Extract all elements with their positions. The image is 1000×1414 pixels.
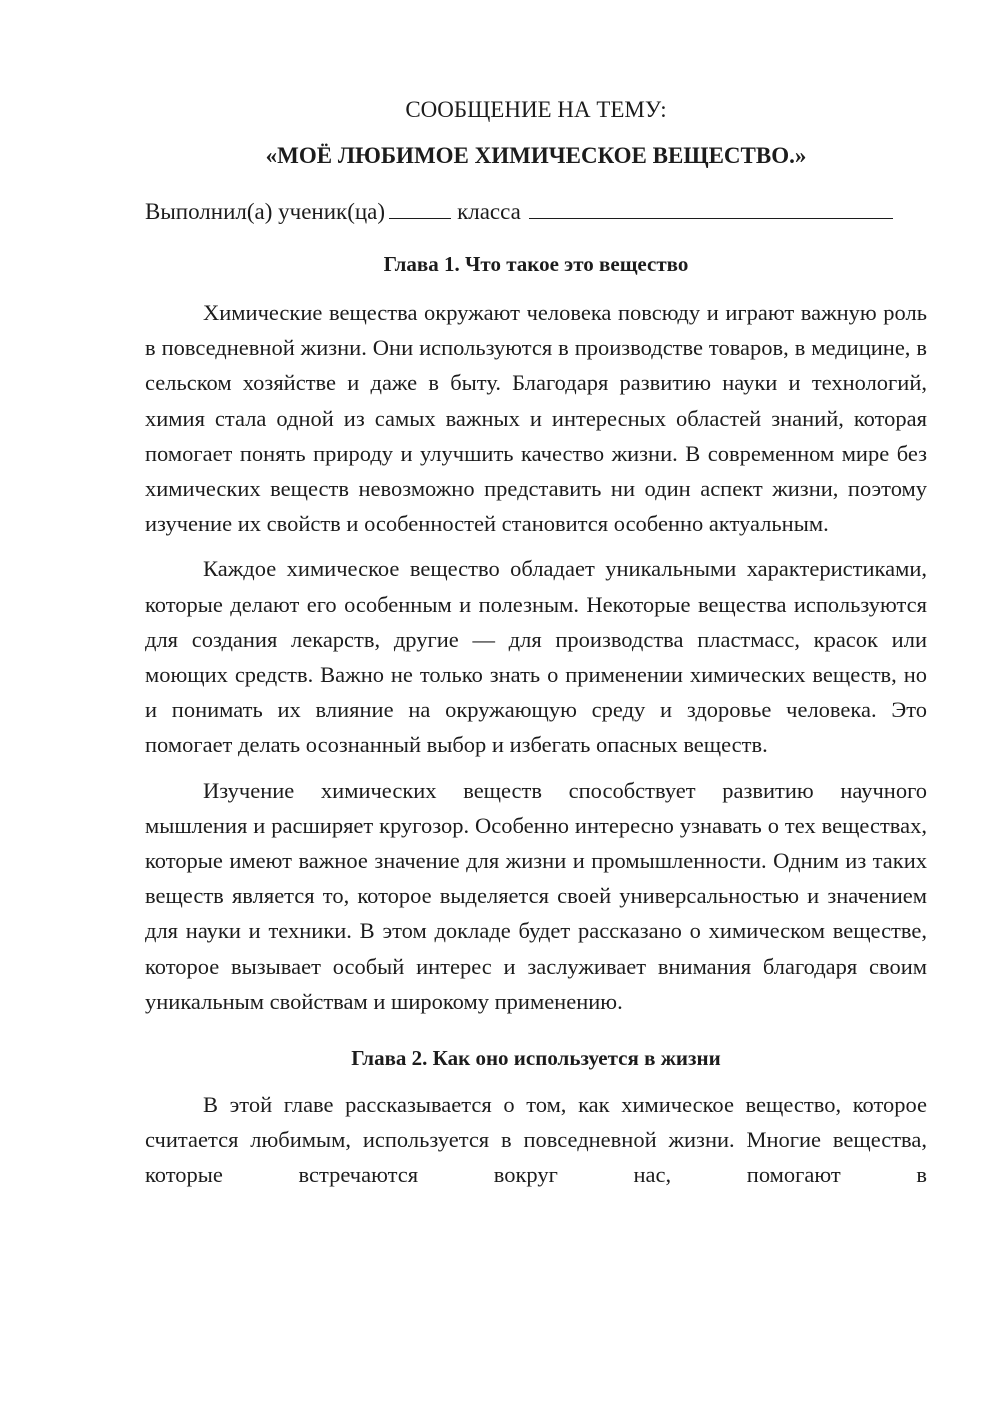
document-title-line2: «МОЁ ЛЮБИМОЕ ХИМИЧЕСКОЕ ВЕЩЕСТВО.»	[265, 143, 807, 168]
author-class-word: класса	[457, 199, 521, 224]
class-number-blank	[389, 198, 451, 219]
author-name-blank	[529, 198, 893, 219]
chapter-1-paragraph-2: Каждое химическое вещество обладает уникальными характеристиками, которые делают его особенным и полезным. Некоторые вещества используются для создания лекарств, другие — для производства пластмасс, красок или моющих средств. Важно не только знать о применении химических веществ, но и понимать их влияние на окружающую среду и здоровье человека. Это помогает делать осознанный выбор и избегать опасных веществ.	[145, 556, 927, 758]
author-prefix: Выполнил(а) ученик(ца)	[145, 199, 386, 224]
chapter-1-paragraph-3: Изучение химических веществ способствует развитию научного мышления и расширяет кругозор. Особенно интересно узнавать о тех веществах, которые имеют важное значение для жизни и промышленности. Одним из таких веществ является то, которое выделяется своей универсальностью и значением для науки и техники. В этом докладе будет рассказано о химическом веществе, которое вызывает особый интерес и заслуживает внимания благодаря своим уникальным свойствам и широкому применению.	[145, 777, 927, 1014]
chapter-2-paragraph-1: В этой главе рассказывается о том, как химическое вещество, которое считается любимым, используется в повседневной жизни. Многие вещества, которые встречаются вокруг нас, помогают в	[145, 1092, 927, 1188]
chapter-1-paragraph-1: Химические вещества окружают человека повсюду и играют важную роль в повседневной жизни. Они используются в производстве товаров, в медицине, в сельском хозяйстве и даже в быту. Благодаря развитию науки и технологий, химия стала одной из самых важных и интересных областей знаний, которая помогает понять природу и улучшить качество жизни. В современном мире без химических веществ невозможно представить ни один аспект жизни, поэтому изучение их свойств и особенностей становится особенно актуальным.	[145, 300, 927, 537]
chapter-1-heading: Глава 1. Что такое это вещество	[383, 252, 689, 276]
document-title-line1: СООБЩЕНИЕ НА ТЕМУ:	[405, 97, 667, 122]
author-line	[145, 197, 927, 227]
chapter-2-heading: Глава 2. Как оно используется в жизни	[351, 1046, 721, 1071]
document-page	[145, 95, 927, 1193]
